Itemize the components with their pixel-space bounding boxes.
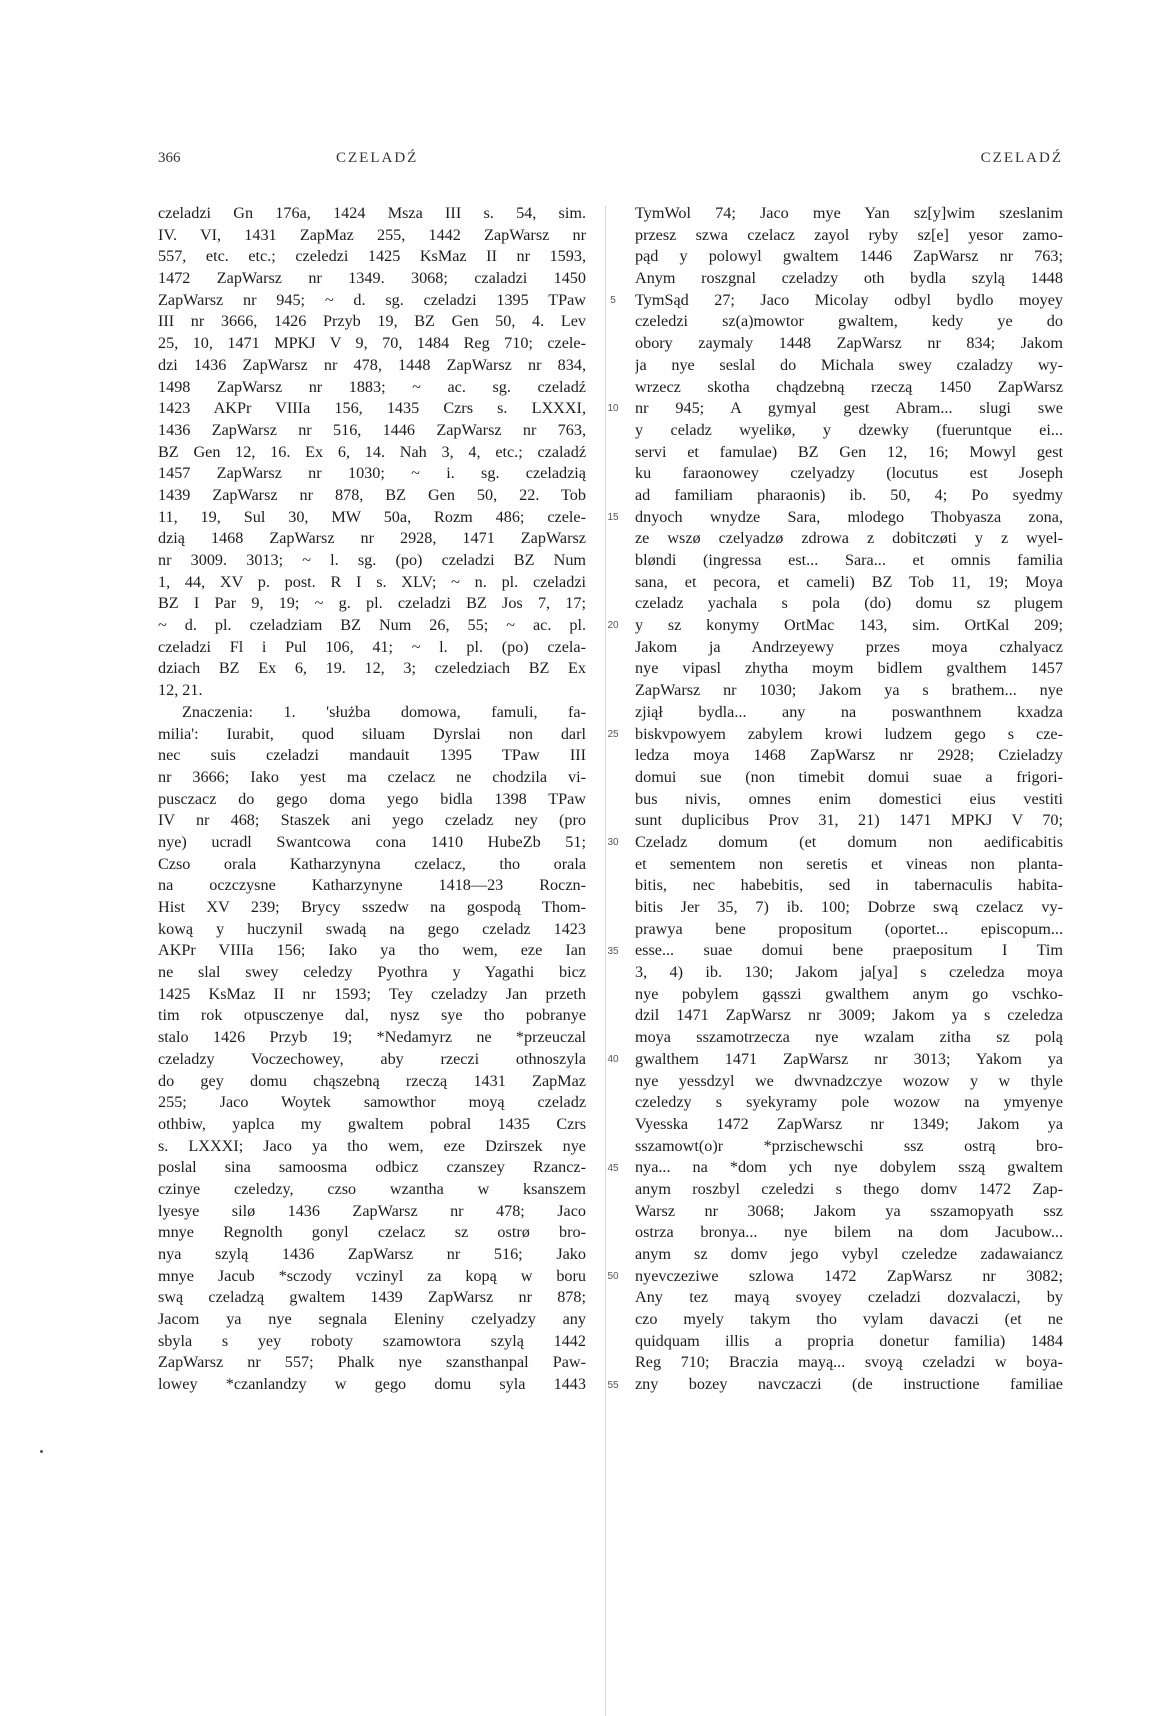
left-column-line: nec suis czeladzi mandauit 1395 TPaw III — [158, 746, 586, 765]
line-number: 30 — [607, 837, 619, 849]
left-column-line: lowey *czanlandzy w gego domu syla 1443 — [158, 1375, 586, 1394]
left-column-line: lyesye silø 1436 ZapWarsz nr 478; Jaco — [158, 1201, 586, 1220]
line-number: 15 — [607, 511, 619, 523]
right-column-line: Anym roszgnal czeladzy oth bydla szylą 1448 — [635, 269, 1063, 288]
line-number: 35 — [607, 945, 619, 957]
left-column-line: mnye Regnolth gonyl czelacz sz ostrø bro- — [158, 1223, 586, 1242]
left-column-line: nya szylą 1436 ZapWarsz nr 516; Jako — [158, 1245, 586, 1263]
right-column-line: y sz konymy OrtMac 143, sim. OrtKal 209; — [635, 616, 1063, 635]
left-column-line: Jacom ya nye segnala Eleniny czelyadzy any — [158, 1310, 586, 1329]
right-column-line: nyevczeziwe szlowa 1472 ZapWarsz nr 3082; — [635, 1266, 1063, 1285]
right-column-line: sszamowt(o)r *przischewschi ssz ostrą bro- — [635, 1136, 1063, 1155]
right-column-line: y celadz wyelikø, y dzewky (fueruntque ei... — [635, 420, 1063, 439]
right-column-line: prawya bene propositum (oportet... episcopum... — [635, 919, 1063, 938]
left-column-line: na oczczysne Katharzynyne 1418—23 Roczn- — [158, 876, 586, 895]
right-column-line: esse... suae domui bene praepositum I Tim — [635, 941, 1063, 960]
right-column-line: dnyoch wnydze Sara, mlodego Thobyasza zona, — [635, 507, 1063, 526]
line-number: 10 — [607, 403, 619, 415]
left-column-line: czeladzi Gn 176a, 1424 Msza III s. 54, sim. — [158, 204, 586, 222]
right-column-line: moya sszamotrzecza nye wzalam zitha sz polą — [635, 1028, 1063, 1047]
right-column-line: nye pobylem gąsszi gwalthem anym go vschko- — [635, 984, 1063, 1003]
left-column-line: ~ d. pl. czeladziam BZ Num 26, 55; ~ ac. pl. — [158, 616, 586, 635]
left-column-line: BZ I Par 9, 19; ~ g. pl. czeladzi BZ Jos 7, 17; — [158, 594, 586, 613]
left-column-line: swą czeladzą gwaltem 1439 ZapWarsz nr 878; — [158, 1288, 586, 1307]
left-column-line: nr 3009. 3013; ~ l. sg. (po) czeladzi BZ Num — [158, 551, 586, 569]
left-column-line: 1457 ZapWarsz nr 1030; ~ i. sg. czeladzią — [158, 464, 586, 483]
running-header — [158, 150, 1063, 172]
left-column-line: dzi 1436 ZapWarsz nr 478, 1448 ZapWarsz nr 834, — [158, 355, 586, 374]
right-column-line: zny bozey navczaczi (de instructione familiae — [635, 1375, 1063, 1394]
right-column-line: nye yessdzyl we dwvnadzczye wozow y w thyle — [635, 1071, 1063, 1090]
right-column-line: ja nye seslal do Michala swey czaladzy wy- — [635, 355, 1063, 374]
left-column-line: 1423 AKPr VIIIa 156, 1435 Czrs s. LXXXI, — [158, 399, 586, 418]
left-column-line: 11, 19, Sul 30, MW 50a, Rozm 486; czele- — [158, 507, 586, 526]
line-number: 25 — [607, 728, 619, 740]
right-column-line: Jakom ja Andrzeyewy przes moya czhalyacz — [635, 637, 1063, 656]
left-column-line: dzią 1468 ZapWarsz nr 2928, 1471 ZapWarsz — [158, 529, 586, 548]
left-column-line: 557, etc. etc.; czeledzi 1425 KsMaz II nr 1593, — [158, 247, 586, 266]
left-column-line: Znaczenia: 1. 'służba domowa, famuli, fa- — [182, 702, 586, 721]
left-column — [158, 203, 586, 1396]
right-column-line: zjiął bydla... any na poswanthnem kxadza — [635, 702, 1063, 721]
right-column-line: przesz szwa czelacz zayol ryby sz[e] yesor zamo- — [635, 225, 1063, 244]
left-column-line: 1472 ZapWarsz nr 1349. 3068; czaladzi 1450 — [158, 269, 586, 288]
right-column — [635, 203, 1063, 1396]
line-number: 40 — [607, 1054, 619, 1066]
right-column-line: Any tez mayą svoyey czeladzi dozvalaczi, by — [635, 1288, 1063, 1307]
right-column-line: bløndi (ingressa est... Sara... et omnis familia — [635, 551, 1063, 569]
left-column-line: stalo 1426 Przyb 19; *Nedamyrz ne *przeuczal — [158, 1028, 586, 1047]
column-divider — [605, 206, 606, 1716]
right-column-line: nr 945; A gymyal gest Abram... slugi swe — [635, 399, 1063, 418]
right-column-line: czeladz yachala s pola (do) domu sz plugem — [635, 594, 1063, 613]
left-column-line: 1498 ZapWarsz nr 1883; ~ ac. sg. czeladź — [158, 377, 586, 396]
left-column-line: pusczacz do gego doma yego bidla 1398 TPaw — [158, 789, 586, 808]
right-column-line: czeledzy s syekyramy pole wozow na ymyenye — [635, 1093, 1063, 1112]
left-column-line: AKPr VIIIa 156; Iako ya tho wem, eze Ian — [158, 941, 586, 960]
line-number: 50 — [607, 1271, 619, 1283]
left-column-line: mnye Jacub *sczody vczinyl za kopą w boru — [158, 1266, 586, 1285]
right-column-line: bitis Jer 35, 7) ib. 100; Dobrze swą czelacz vy- — [635, 898, 1063, 916]
left-column-line: tim rok otpusczenye dal, nysz sye tho pobranye — [158, 1006, 586, 1025]
left-column-line: 1425 KsMaz II nr 1593; Tey czeladzy Jan przeth — [158, 984, 586, 1003]
left-column-line: othbiw, yaplca my gwaltem pobral 1435 Czrs — [158, 1114, 586, 1133]
right-column-line: TymWol 74; Jaco mye Yan sz[y]wim szeslanim — [635, 204, 1063, 222]
right-column-line: nye vipasl zhytha moym bidlem gvalthem 1457 — [635, 659, 1063, 678]
right-column-line: 3, 4) ib. 130; Jakom ja[ya] s czeledza moya — [635, 963, 1063, 982]
right-column-line: gwalthem 1471 ZapWarsz nr 3013; Yakom ya — [635, 1049, 1063, 1068]
left-column-line: Hist XV 239; Brycy sszedw na gospodą Thom- — [158, 898, 586, 916]
left-column-line: 25, 10, 1471 MPKJ V 9, 70, 1484 Reg 710; czele- — [158, 334, 586, 353]
right-column-line: pąd y polowyl gwaltem 1446 ZapWarsz nr 763; — [635, 247, 1063, 266]
right-column-line: wrzecz skotha chądzebną rzeczą 1450 ZapWarsz — [635, 377, 1063, 396]
print-speck — [40, 1450, 43, 1453]
left-column-line: 1436 ZapWarsz nr 516, 1446 ZapWarsz nr 763, — [158, 420, 586, 439]
left-column-line: Czso orala Katharzynyna czelacz, tho orala — [158, 854, 586, 873]
left-column-line: czeladzy Voczechowey, aby rzeczi othnoszyla — [158, 1049, 586, 1068]
right-column-line: ZapWarsz nr 1030; Jakom ya s brathem... nye — [635, 681, 1063, 700]
left-column-line: ZapWarsz nr 557; Phalk nye szansthanpal Paw- — [158, 1353, 586, 1372]
left-column-line: 1439 ZapWarsz nr 878, BZ Gen 50, 22. Tob — [158, 485, 586, 504]
left-column-line: poslal sina samoosma odbicz czanszey Rzancz- — [158, 1158, 586, 1177]
left-column-line: nye) ucradl Swantcowa cona 1410 HubeZb 51; — [158, 832, 586, 851]
right-column-line: czeledzi sz(a)mowtor gwaltem, kedy ye do — [635, 312, 1063, 331]
right-column-line: ad familiam pharaonis) ib. 50, 4; Po syedmy — [635, 485, 1063, 504]
left-column-line: do gey domu chąszebną rzeczą 1431 ZapMaz — [158, 1071, 586, 1090]
right-column-line: quidquam illis a propria donetur familia) 1484 — [635, 1331, 1063, 1350]
right-column-line: ledza moya 1468 ZapWarsz nr 2928; Czieladzy — [635, 746, 1063, 765]
right-column-line: domui sue (non timebit domui suae a frigori- — [635, 767, 1063, 786]
left-column-line: sbyla s yey roboty szamowtora szylą 1442 — [158, 1331, 586, 1350]
header-left-word: CZELADŹ — [336, 150, 419, 166]
right-column-line: servi et famulae) BZ Gen 12, 16; Mowyl gest — [635, 442, 1063, 461]
right-column-line: nya... na *dom ych nye dobylem sszą gwaltem — [635, 1158, 1063, 1177]
left-column-line: 1, 44, XV p. post. R I s. XLV; ~ n. pl. czeladzi — [158, 572, 586, 591]
left-column-line: dziach BZ Ex 6, 19. 12, 3; czeledziach BZ Ex — [158, 659, 586, 678]
right-column-line: Vyesska 1472 ZapWarsz nr 1349; Jakom ya — [635, 1114, 1063, 1133]
line-number: 20 — [607, 620, 619, 632]
left-column-line: 12, 21. — [158, 681, 203, 700]
right-column-line: Czeladz domum (et domum non aedificabitis — [635, 832, 1063, 851]
left-column-line: milia': Iurabit, quod siluam Dyrslai non darl — [158, 724, 586, 743]
left-column-line: nr 3666; Iako yest ma czelacz ne chodzila vi- — [158, 767, 586, 786]
right-column-line: dzil 1471 ZapWarsz nr 3009; Jakom ya s czeledza — [635, 1006, 1063, 1025]
left-column-line: 255; Jaco Woytek samowthor moyą czeladz — [158, 1093, 586, 1112]
left-column-line: ne slal swey celedzy Pyothra y Yagathi bicz — [158, 963, 586, 982]
right-column-line: sunt duplicibus Prov 31, 21) 1471 MPKJ V 70; — [635, 811, 1063, 830]
left-column-line: IV nr 468; Staszek ani yego czeladz ney (pro — [158, 811, 586, 830]
right-column-line: et sementem non seretis et vineas non planta- — [635, 854, 1063, 873]
right-column-line: ostrza bronya... nye bilem na dom Jacubow... — [635, 1223, 1063, 1242]
right-column-line: bitis, nec habebitis, sed in tabernaculis habita- — [635, 876, 1063, 895]
right-column-line: bus nivis, omnes enim domestici eius vestiti — [635, 789, 1063, 808]
page-number: 366 — [158, 150, 181, 166]
right-column-line: ku faraonowey czelyadzy (locutus est Joseph — [635, 464, 1063, 483]
right-column-line: ze wszø czelyadzø zdrowa z dobitczøti y z wyel- — [635, 529, 1063, 548]
header-right-word: CZELADŹ — [980, 150, 1063, 166]
left-column-line: s. LXXXI; Jaco ya tho wem, eze Dzirszek nye — [158, 1136, 586, 1155]
left-column-line: III nr 3666, 1426 Przyb 19, BZ Gen 50, 4. Lev — [158, 312, 586, 331]
line-number: 45 — [607, 1162, 619, 1174]
right-column-line: anym roszbyl czeledzi s thego domv 1472 Zap- — [635, 1179, 1063, 1198]
right-column-line: TymSąd 27; Jaco Micolay odbyl bydlo moyey — [635, 290, 1063, 309]
right-column-line: biskvpowyem zabylem krowi ludzem gego s cze- — [635, 724, 1063, 743]
left-column-line: czeladzi Fl i Pul 106, 41; ~ l. pl. (po) czela- — [158, 637, 586, 656]
right-column-line: obory zaymaly 1448 ZapWarsz nr 834; Jakom — [635, 334, 1063, 353]
right-column-line: czo myely takym tho vylam davaczi (et ne — [635, 1310, 1063, 1329]
right-column-line: Reg 710; Braczia mayą... svoyą czeladzi w boya- — [635, 1353, 1063, 1372]
line-number: 5 — [610, 294, 616, 306]
right-column-line: sana, et pecora, et cameli) BZ Tob 11, 19; Moya — [635, 572, 1063, 591]
right-column-line: anym sz domv jego vybyl czeledze zadawaiancz — [635, 1245, 1063, 1263]
right-column-line: Warsz nr 3068; Jakom ya sszamopyath ssz — [635, 1201, 1063, 1220]
left-column-line: BZ Gen 12, 16. Ex 6, 14. Nah 3, 4, etc.; czaladź — [158, 442, 586, 461]
left-column-line: kową y huczynil swadą na gego czeladz 1423 — [158, 919, 586, 938]
line-number: 55 — [607, 1379, 619, 1391]
left-column-line: ZapWarsz nr 945; ~ d. sg. czeladzi 1395 TPaw — [158, 290, 586, 309]
left-column-line: IV. VI, 1431 ZapMaz 255, 1442 ZapWarsz nr — [158, 225, 586, 244]
left-column-line: czinye czeledzy, czso wzantha w ksanszem — [158, 1179, 586, 1198]
